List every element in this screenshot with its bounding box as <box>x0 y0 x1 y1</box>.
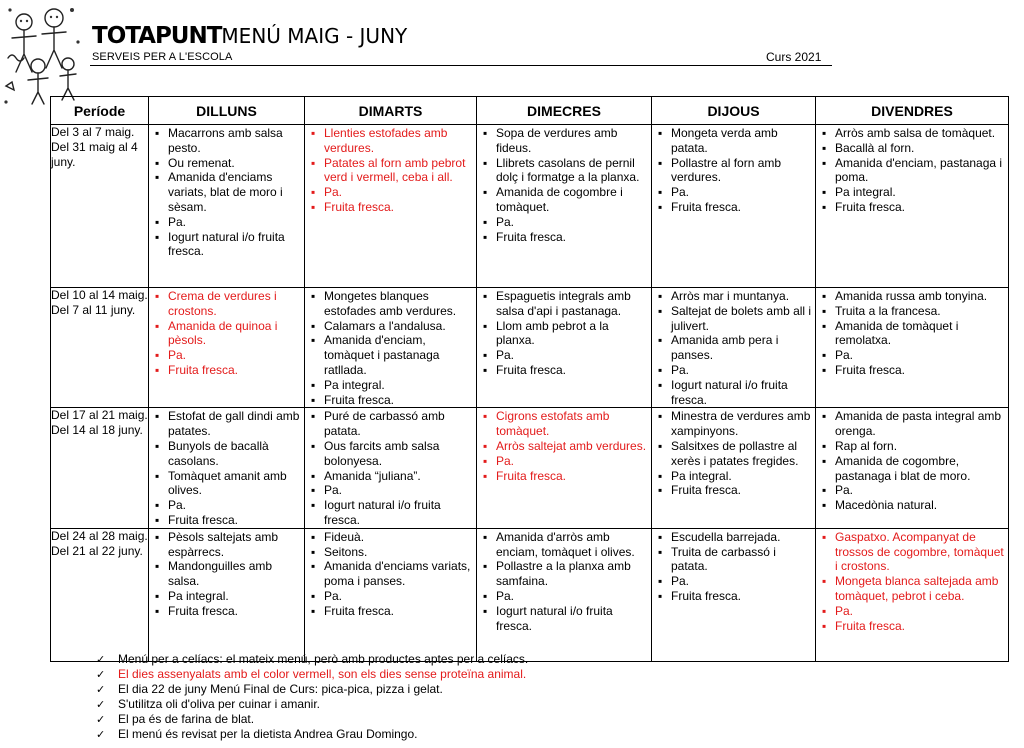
dish-item: ▪ Truita de carbassó i patata. <box>658 545 813 575</box>
dish-item: ▪ Fruita fresca. <box>155 513 302 528</box>
header-thursday: DIJOUS <box>652 97 816 125</box>
brand-title <box>92 22 407 49</box>
dish-item: ▪ Calamars a l'andalusa. <box>311 319 474 334</box>
dish-item: ▪ Arròs mar i muntanya. <box>658 289 813 304</box>
day-cell-wednesday <box>477 528 652 661</box>
dish-item: ▪ Ous farcits amb salsa bolonyesa. <box>311 439 474 469</box>
course-year: Curs 2021 <box>766 50 822 64</box>
day-cell-friday <box>816 528 1009 661</box>
dish-list <box>816 408 1008 513</box>
dish-item: ▪ Pa. <box>822 604 1006 619</box>
dish-item: ▪ Mongeta blanca saltejada amb tomàquet, pebrot i ceba. <box>822 574 1006 604</box>
dish-list <box>305 288 476 407</box>
dish-item: ▪ Iogurt natural i/o fruita fresca. <box>311 498 474 528</box>
menu-title: MENÚ MAIG - JUNY <box>221 24 408 48</box>
dish-item: ▪ Fruita fresca. <box>311 393 474 408</box>
dish-item: ▪ Fideuà. <box>311 530 474 545</box>
dish-item: ▪ Fruita fresca. <box>155 363 302 378</box>
dish-item: ▪ Puré de carbassó amb patata. <box>311 409 474 439</box>
dish-item: ▪ Llom amb pebrot a la planxa. <box>483 319 649 349</box>
header-friday: DIVENDRES <box>816 97 1009 125</box>
checkmark-icon: ✓ <box>96 713 106 726</box>
dish-list <box>149 529 304 619</box>
dish-item: ▪ Gaspatxo. Acompanyat de trossos de cogombre, tomàquet i crostons. <box>822 530 1006 574</box>
dish-item: ▪ Patates al forn amb pebrot verd i vermell, ceba i all. <box>311 156 474 186</box>
dish-item: ▪ Crema de verdures i crostons. <box>155 289 302 319</box>
dish-item: ▪ Amanida amb pera i panses. <box>658 333 813 363</box>
dish-item: ▪ Escudella barrejada. <box>658 530 813 545</box>
dish-item: ▪ Amanida d'enciams variats, poma i panses. <box>311 559 474 589</box>
dish-list <box>652 408 815 498</box>
period-line: Del 14 al 18 juny. <box>51 423 143 438</box>
day-cell-tuesday <box>305 125 477 288</box>
table-row <box>51 288 1009 408</box>
dish-list <box>477 288 651 378</box>
dish-item: ▪ Pa. <box>658 574 813 589</box>
note-item <box>96 727 528 742</box>
note-item <box>96 667 528 682</box>
dish-item: ▪ Minestra de verdures amb xampinyons. <box>658 409 813 439</box>
dish-item: ▪ Pèsols saltejats amb espàrrecs. <box>155 530 302 560</box>
dish-list <box>816 288 1008 378</box>
dish-item: ▪ Amanida d'enciam, pastanaga i poma. <box>822 156 1006 186</box>
checkmark-icon: ✓ <box>96 653 106 666</box>
day-cell-thursday <box>652 288 816 408</box>
table-row <box>51 528 1009 661</box>
dish-item: ▪ Pa. <box>483 348 649 363</box>
dish-list <box>305 529 476 619</box>
dish-list <box>652 125 815 215</box>
note-item <box>96 682 528 697</box>
dish-item: ▪ Fruita fresca. <box>483 469 649 484</box>
header-period: Període <box>51 97 149 125</box>
day-cell-monday <box>149 288 305 408</box>
dish-item: ▪ Fruita fresca. <box>311 604 474 619</box>
dish-item: ▪ Saltejat de bolets amb all i julivert. <box>658 304 813 334</box>
note-item <box>96 712 528 727</box>
dish-item: ▪ Amanida de cogombre i tomàquet. <box>483 185 649 215</box>
note-text: Menú per a celíacs: el mateix menú, però amb productes aptes per a celíacs. <box>118 652 529 666</box>
note-item <box>96 697 528 712</box>
header-divider <box>90 65 832 66</box>
dish-item: ▪ Amanida de tomàquet i remolatxa. <box>822 319 1006 349</box>
dish-item: ▪ Fruita fresca. <box>658 483 813 498</box>
day-cell-thursday <box>652 528 816 661</box>
dish-item: ▪ Mandonguilles amb salsa. <box>155 559 302 589</box>
dish-item: ▪ Pa. <box>155 348 302 363</box>
dish-item: ▪ Cigrons estofats amb tomàquet. <box>483 409 649 439</box>
table-row <box>51 408 1009 528</box>
dish-item: ▪ Pa. <box>822 348 1006 363</box>
dish-item: ▪ Pa integral. <box>311 378 474 393</box>
dish-item: ▪ Amanida d'enciams variats, blat de moro i sèsam. <box>155 170 302 214</box>
dish-item: ▪ Llenties estofades amb verdures. <box>311 126 474 156</box>
menu-table <box>50 96 1009 662</box>
period-line: Del 21 al 22 juny. <box>51 543 143 558</box>
dish-item: ▪ Pa integral. <box>658 469 813 484</box>
dish-item: ▪ Llibrets casolans de pernil dolç i formatge a la planxa. <box>483 156 649 186</box>
dish-item: ▪ Pa integral. <box>155 589 302 604</box>
period-line: Del 31 maig al 4 juny. <box>51 140 138 169</box>
header-tuesday: DIMARTS <box>305 97 477 125</box>
dish-item: ▪ Fruita fresca. <box>822 363 1006 378</box>
day-cell-tuesday <box>305 528 477 661</box>
dish-item: ▪ Macarrons amb salsa pesto. <box>155 126 302 156</box>
dish-item: ▪ Mongetes blanques estofades amb verdures. <box>311 289 474 319</box>
dish-item: ▪ Amanida de cogombre, pastanaga i blat de moro. <box>822 454 1006 484</box>
dish-item: ▪ Iogurt natural i/o fruita fresca. <box>483 604 649 634</box>
note-text: El menú és revisat per la dietista Andrea Grau Domingo. <box>118 727 418 741</box>
dish-item: ▪ Fruita fresca. <box>658 200 813 215</box>
dish-item: ▪ Pa. <box>658 185 813 200</box>
period-line: Del 17 al 21 maig. <box>51 408 148 423</box>
table-header-row <box>51 97 1009 125</box>
dish-item: ▪ Ou remenat. <box>155 156 302 171</box>
dish-list <box>652 288 815 407</box>
dish-list <box>652 529 815 604</box>
day-cell-thursday <box>652 408 816 528</box>
period-cell <box>51 528 149 661</box>
period-line: Del 7 al 11 juny. <box>51 303 136 317</box>
dish-item: ▪ Pa. <box>155 498 302 513</box>
dish-item: ▪ Pa. <box>483 589 649 604</box>
period-cell <box>51 408 149 528</box>
note-text: S'utilitza oli d'oliva per cuinar i amanir. <box>118 697 321 711</box>
brand-name: TOTAPUNT <box>92 23 222 49</box>
children-doodle-logo <box>2 2 82 108</box>
dish-item: ▪ Mongeta verda amb patata. <box>658 126 813 156</box>
note-text: El dia 22 de juny Menú Final de Curs: pica-pica, pizza i gelat. <box>118 682 443 696</box>
day-cell-monday <box>149 125 305 288</box>
header-wednesday: DIMECRES <box>477 97 652 125</box>
dish-item: ▪ Fruita fresca. <box>155 604 302 619</box>
dish-list <box>477 529 651 634</box>
dish-list <box>816 529 1008 634</box>
dish-item: ▪ Estofat de gall dindi amb patates. <box>155 409 302 439</box>
dish-item: ▪ Seitons. <box>311 545 474 560</box>
dish-list <box>149 125 304 259</box>
dish-item: ▪ Macedònia natural. <box>822 498 1006 513</box>
period-cell <box>51 125 149 288</box>
dish-item: ▪ Pa. <box>311 483 474 498</box>
day-cell-thursday <box>652 125 816 288</box>
dish-item: ▪ Arròs amb salsa de tomàquet. <box>822 126 1006 141</box>
day-cell-monday <box>149 408 305 528</box>
dish-list <box>305 125 476 215</box>
dish-item: ▪ Truita a la francesa. <box>822 304 1006 319</box>
dish-item: ▪ Sopa de verdures amb fideus. <box>483 126 649 156</box>
dish-item: ▪ Pa. <box>483 454 649 469</box>
day-cell-tuesday <box>305 288 477 408</box>
dish-list <box>149 288 304 378</box>
dish-item: ▪ Fruita fresca. <box>311 200 474 215</box>
day-cell-friday <box>816 408 1009 528</box>
dish-list <box>149 408 304 527</box>
day-cell-monday <box>149 528 305 661</box>
note-item <box>96 652 528 667</box>
dish-list <box>816 125 1008 215</box>
dish-item: ▪ Iogurt natural i/o fruita fresca. <box>658 378 813 408</box>
period-line: Del 3 al 7 maig. <box>51 125 135 139</box>
day-cell-wednesday <box>477 125 652 288</box>
dish-list <box>477 125 651 244</box>
header-monday: DILLUNS <box>149 97 305 125</box>
checkmark-icon: ✓ <box>96 728 106 741</box>
dish-item: ▪ Pa. <box>658 363 813 378</box>
dish-item: ▪ Pa. <box>155 215 302 230</box>
dish-item: ▪ Amanida d'enciam, tomàquet i pastanaga ratllada. <box>311 333 474 377</box>
dish-item: ▪ Pa. <box>822 483 1006 498</box>
dish-item: ▪ Fruita fresca. <box>658 589 813 604</box>
dish-item: ▪ Arròs saltejat amb verdures. <box>483 439 649 454</box>
period-cell <box>51 288 149 408</box>
day-cell-tuesday <box>305 408 477 528</box>
checkmark-icon: ✓ <box>96 698 106 711</box>
dish-item: ▪ Amanida russa amb tonyina. <box>822 289 1006 304</box>
dish-item: ▪ Fruita fresca. <box>822 200 1006 215</box>
dish-item: ▪ Pa. <box>483 215 649 230</box>
note-text: El pa és de farina de blat. <box>118 712 255 726</box>
dish-item: ▪ Pa. <box>311 589 474 604</box>
checkmark-icon: ✓ <box>96 668 106 681</box>
dish-item: ▪ Amanida “juliana”. <box>311 469 474 484</box>
dish-item: ▪ Pollastre a la planxa amb samfaina. <box>483 559 649 589</box>
dish-item: ▪ Tomàquet amanit amb olives. <box>155 469 302 499</box>
day-cell-wednesday <box>477 288 652 408</box>
dish-item: ▪ Rap al forn. <box>822 439 1006 454</box>
dish-item: ▪ Amanida d'arròs amb enciam, tomàquet i olives. <box>483 530 649 560</box>
period-line: Del 24 al 28 maig. <box>51 528 148 543</box>
dish-item: ▪ Fruita fresca. <box>822 619 1006 634</box>
day-cell-friday <box>816 125 1009 288</box>
dish-item: ▪ Bacallà al forn. <box>822 141 1006 156</box>
table-row <box>51 125 1009 288</box>
day-cell-wednesday <box>477 408 652 528</box>
notes-list <box>96 652 528 742</box>
dish-item: ▪ Bunyols de bacallà casolans. <box>155 439 302 469</box>
dish-item: ▪ Espaguetis integrals amb salsa d'api i pastanaga. <box>483 289 649 319</box>
checkmark-icon: ✓ <box>96 683 106 696</box>
day-cell-friday <box>816 288 1009 408</box>
dish-list <box>305 408 476 527</box>
period-line: Del 10 al 14 maig. <box>51 288 148 302</box>
note-text: El dies assenyalats amb el color vermell, son els dies sense proteïna animal. <box>118 667 527 681</box>
dish-item: ▪ Amanida de quinoa i pèsols. <box>155 319 302 349</box>
dish-item: ▪ Fruita fresca. <box>483 230 649 245</box>
dish-list <box>477 408 651 483</box>
dish-item: ▪ Fruita fresca. <box>483 363 649 378</box>
dish-item: ▪ Pollastre al forn amb verdures. <box>658 156 813 186</box>
dish-item: ▪ Pa. <box>311 185 474 200</box>
dish-item: ▪ Pa integral. <box>822 185 1006 200</box>
subtitle: SERVEIS PER A L'ESCOLA <box>92 51 233 63</box>
dish-item: ▪ Amanida de pasta integral amb orenga. <box>822 409 1006 439</box>
dish-item: ▪ Salsitxes de pollastre al xerès i patates fregides. <box>658 439 813 469</box>
dish-item: ▪ Iogurt natural i/o fruita fresca. <box>155 230 302 260</box>
